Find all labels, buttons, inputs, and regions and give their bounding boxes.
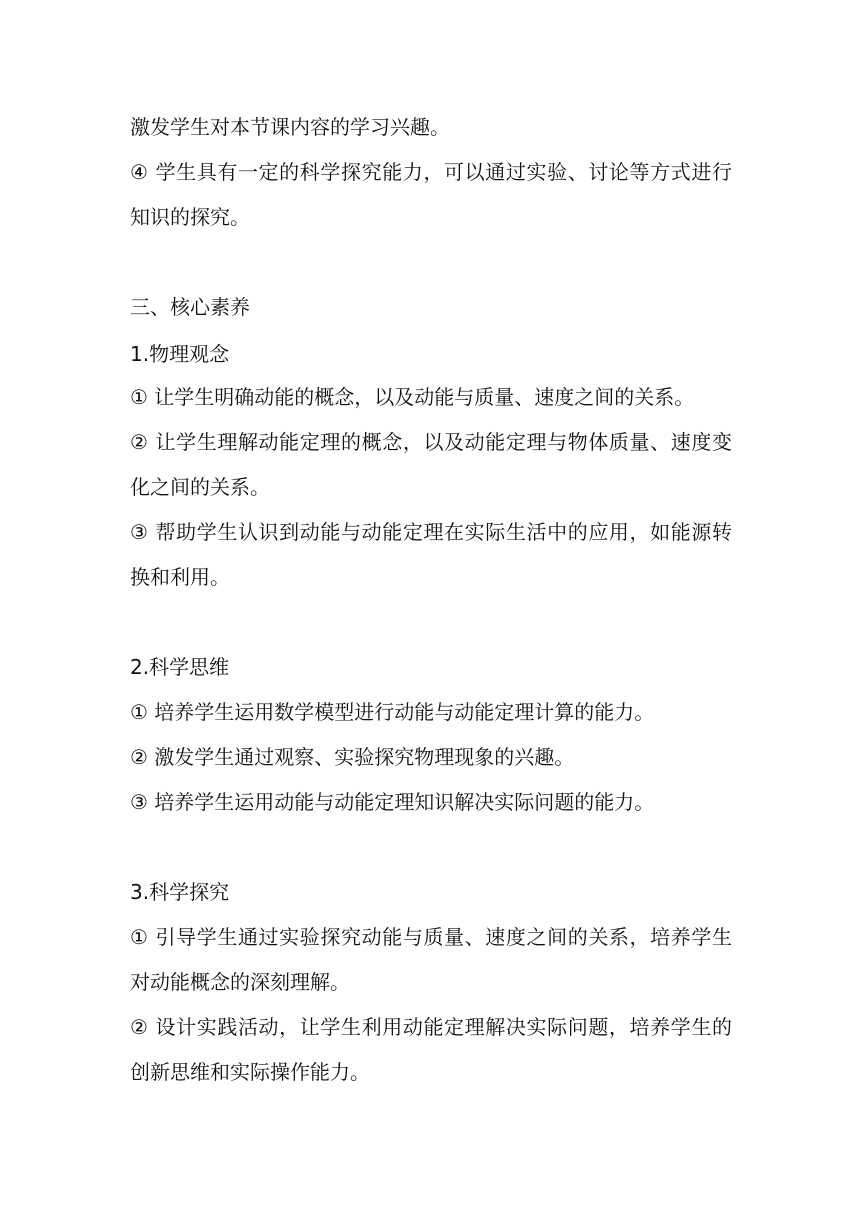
scientific-thinking-item-2: ② 激发学生通过观察、实验探究物理现象的兴趣。 <box>130 745 575 769</box>
physics-concepts-item-3-line-2: 换和利用。 <box>130 565 230 589</box>
intro-item-4-line-2: 知识的探究。 <box>130 205 250 229</box>
intro-item-4-line-1: ④ 学生具有一定的科学探究能力，可以通过实验、讨论等方式进行 <box>130 160 732 184</box>
scientific-inquiry-item-2-line-2: 创新思维和实际操作能力。 <box>130 1060 370 1084</box>
physics-concepts-item-3-line-1: ③ 帮助学生认识到动能与动能定理在实际生活中的应用，如能源转 <box>130 520 732 544</box>
scientific-inquiry-title: 3.科学探究 <box>130 880 230 904</box>
physics-concepts-item-1: ① 让学生明确动能的概念，以及动能与质量、速度之间的关系。 <box>130 385 695 409</box>
physics-concepts-item-2-line-1: ② 让学生理解动能定理的概念，以及动能定理与物体质量、速度变 <box>130 430 732 454</box>
scientific-inquiry-item-1-line-2: 对动能概念的深刻理解。 <box>130 970 350 994</box>
scientific-thinking-item-3: ③ 培养学生运用动能与动能定理知识解决实际问题的能力。 <box>130 790 655 814</box>
section-heading: 三、核心素养 <box>130 295 250 319</box>
physics-concepts-title: 1.物理观念 <box>130 342 230 366</box>
scientific-inquiry-item-2-line-1: ② 设计实践活动，让学生利用动能定理解决实际问题，培养学生的 <box>130 1015 732 1039</box>
scientific-thinking-title: 2.科学思维 <box>130 655 230 679</box>
intro-continuation-line: 激发学生对本节课内容的学习兴趣。 <box>130 115 450 139</box>
physics-concepts-item-2-line-2: 化之间的关系。 <box>130 475 270 499</box>
scientific-inquiry-item-1-line-1: ① 引导学生通过实验探究动能与质量、速度之间的关系，培养学生 <box>130 925 732 949</box>
scientific-thinking-item-1: ① 培养学生运用数学模型进行动能与动能定理计算的能力。 <box>130 700 655 724</box>
